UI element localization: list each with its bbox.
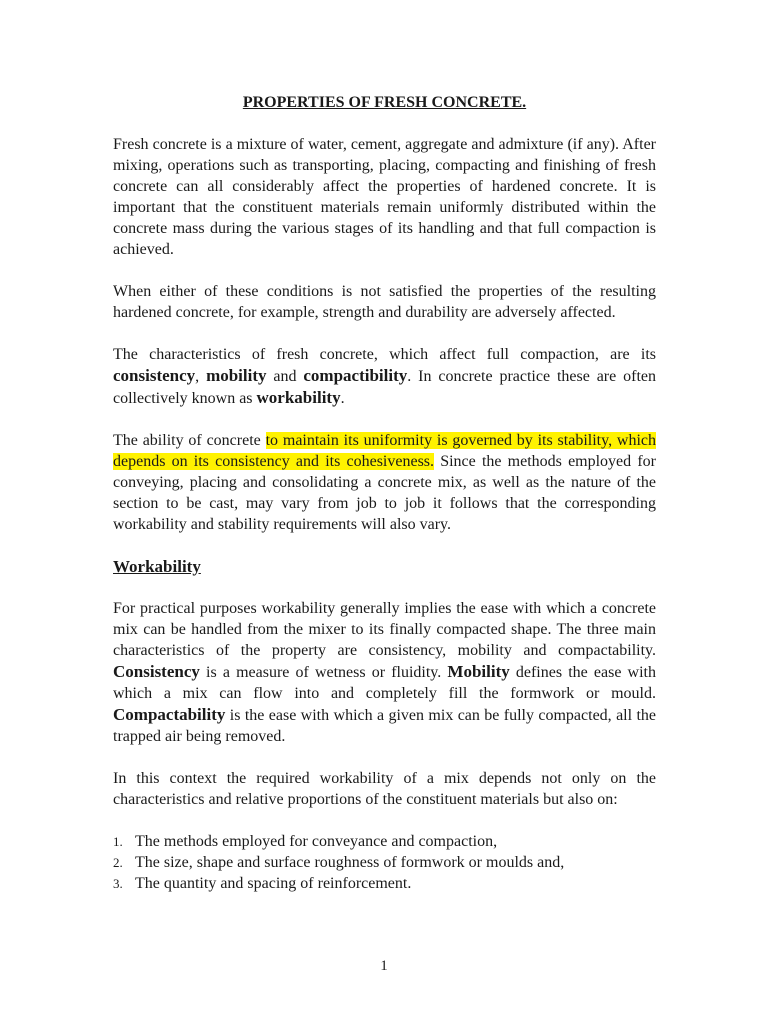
factors-list (113, 831, 656, 894)
paragraph-intro-text: Fresh concrete is a mixture of water, cement, aggregate and admixture (if any). After mixing, operations such as transporting, placing, compacting and finishing of fresh concrete can all considerably affect the properties of hardened concrete. It is important that the constituent materials remain uniformly distributed within the concrete mass during the various stages of its handling and that full compaction is achieved. (113, 136, 656, 258)
highlighted-text: to maintain its uniformity is governed by its stability, which depends on its consistency and its cohesiveness. (113, 432, 657, 470)
paragraph-stability (113, 430, 656, 535)
term-compactability-def: Compactability (113, 705, 226, 724)
page-title: PROPERTIES OF FRESH CONCRETE. (242, 94, 527, 111)
stability-text-2: Since the methods employed for conveying, placing and consolidating a concrete mix, as well as the nature of the section to be cast, may vary from job to job it follows that the corresponding workability and stability requirements will also vary. (113, 453, 656, 533)
list-item-number: 1. (113, 834, 123, 849)
paragraph-characteristics (113, 344, 656, 409)
paragraph-context (113, 768, 656, 810)
workability-text-2: is a measure of wetness or fluidity. (199, 664, 448, 681)
list-item-number: 3. (113, 876, 123, 891)
stability-text-1: The ability of concrete (113, 432, 266, 449)
list-item (113, 831, 656, 852)
section-heading-workability: Workability (113, 557, 201, 576)
paragraph-intro (113, 134, 656, 260)
list-item (113, 873, 656, 894)
characteristics-text-2: , (195, 368, 207, 385)
list-item (113, 852, 656, 873)
workability-text-4: is the ease with which a given mix can be fully compacted, all the trapped air being removed. (113, 707, 656, 745)
paragraph-context-text: In this context the required workability of a mix depends not only on the characteristics and relative proportions of the constituent materials but also on: (113, 770, 656, 808)
paragraph-conditions-text: When either of these conditions is not satisfied the properties of the resulting hardened concrete, for example, strength and durability are adversely affected. (113, 283, 656, 321)
list-item-number: 2. (113, 855, 123, 870)
term-mobility-def: Mobility (447, 662, 510, 681)
characteristics-text-1: The characteristics of fresh concrete, which affect full compaction, are its (113, 346, 656, 363)
paragraph-conditions (113, 281, 656, 323)
list-item-text: The methods employed for conveyance and compaction, (135, 833, 498, 850)
document-content (113, 92, 656, 894)
page-number: 1 (380, 958, 388, 974)
list-item-text: The size, shape and surface roughness of formwork or moulds and, (135, 854, 565, 871)
paragraph-workability (113, 598, 656, 747)
list-item-text: The quantity and spacing of reinforcement. (135, 875, 412, 892)
characteristics-text-4: . In concrete practice these are often collectively known as (113, 368, 656, 407)
term-consistency-def: Consistency (113, 662, 200, 681)
characteristics-text-5: . (340, 390, 345, 407)
term-compactibility: compactibility (303, 366, 408, 385)
term-consistency: consistency (113, 366, 196, 385)
characteristics-text-3: and (266, 368, 304, 385)
term-workability: workability (256, 388, 341, 407)
term-mobility: mobility (206, 366, 267, 385)
workability-text-1: For practical purposes workability generally implies the ease with which a concrete mix can be handled from the mixer to its finally compacted shape. The three main characteristics of the property are consistency, mobility and compactability. (113, 600, 656, 659)
workability-text-3: defines the ease with which a mix can flow into and completely fill the formwork or mould. (113, 664, 656, 702)
